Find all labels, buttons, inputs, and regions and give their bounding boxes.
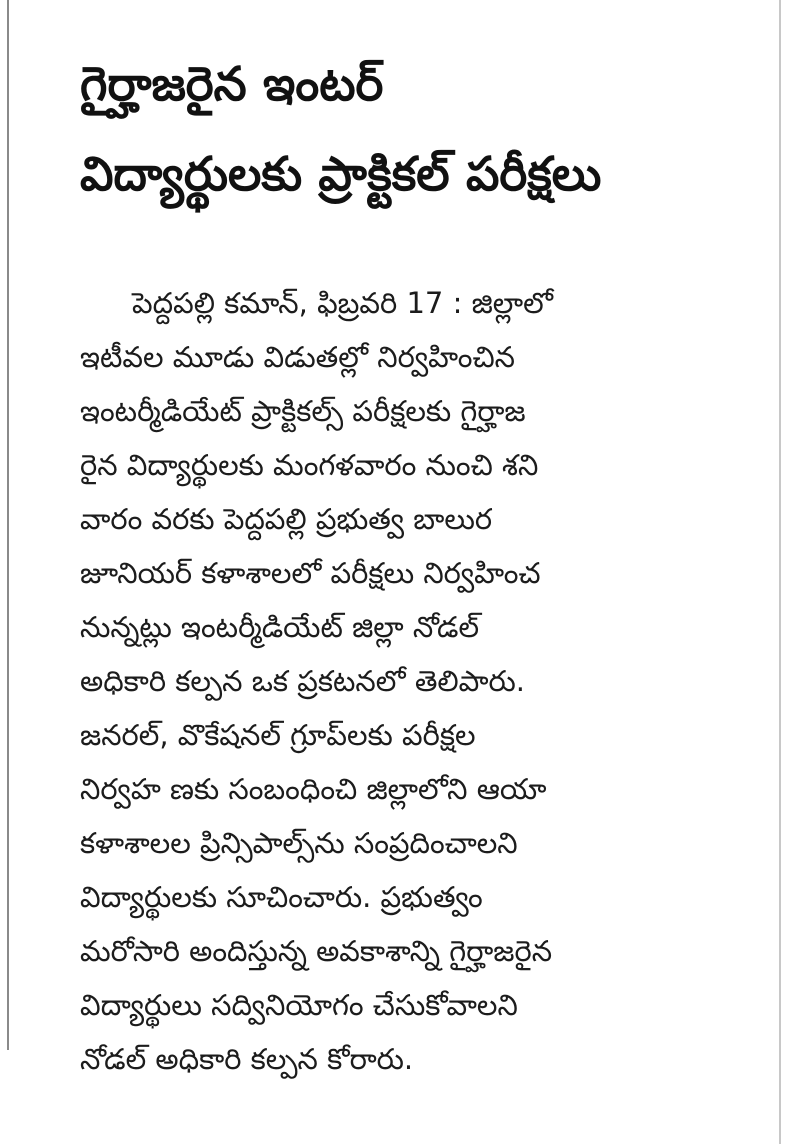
body-line: జూనియర్ కళాశాలలో పరీక్షలు నిర్వహించ <box>80 556 541 590</box>
article-headline <box>80 40 730 220</box>
body-line: విద్యార్థులకు సూచించారు. ప్రభుత్వం <box>80 880 483 914</box>
body-line: ఇటీవల మూడు విడుతల్లో నిర్వహించిన <box>80 340 516 374</box>
body-line: విద్యార్థులు సద్వినియోగం చేసుకోవాలని <box>80 988 518 1022</box>
left-column-rule <box>7 0 9 1050</box>
right-column-rule <box>779 0 781 1144</box>
body-line: కళాశాలల ప్రిన్సిపాల్స్‌ను సంప్రదించాలని <box>80 826 518 860</box>
article-body <box>80 276 690 1086</box>
body-line: రైన విద్యార్థులకు మంగళవారం నుంచి శని <box>80 448 539 482</box>
body-line: నున్నట్లు ఇంటర్మీడియేట్ జిల్లా నోడల్ <box>80 610 480 644</box>
body-line: నిర్వహ ణకు సంబంధించి జిల్లాలోని ఆయా <box>80 772 547 806</box>
body-line: జనరల్, వొకేషనల్ గ్రూప్‌లకు పరీక్షల <box>80 718 476 752</box>
body-line: అధికారి కల్పన ఒక ప్రకటనలో తెలిపారు. <box>80 664 525 698</box>
body-line: వారం వరకు పెద్దపల్లి ప్రభుత్వ బాలుర <box>80 502 493 536</box>
body-line: ఇంటర్మీడియేట్ ప్రాక్టికల్స్ పరీక్షలకు గైర్హాజ <box>80 394 526 428</box>
headline-line: విద్యార్థులకు ప్రాక్టికల్ పరీక్షలు <box>80 147 602 202</box>
body-line: మరోసారి అందిస్తున్న అవకాశాన్ని గైర్హాజరైన <box>80 934 553 968</box>
body-line: పెద్దపల్లి కమాన్, ఫిబ్రవరి 17 : జిల్లాలో <box>132 286 553 320</box>
headline-line: గైర్హాజరైన ఇంటర్ <box>80 57 384 112</box>
news-article <box>80 40 730 1086</box>
body-line: నోడల్ అధికారి కల్పన కోరారు. <box>80 1042 414 1076</box>
